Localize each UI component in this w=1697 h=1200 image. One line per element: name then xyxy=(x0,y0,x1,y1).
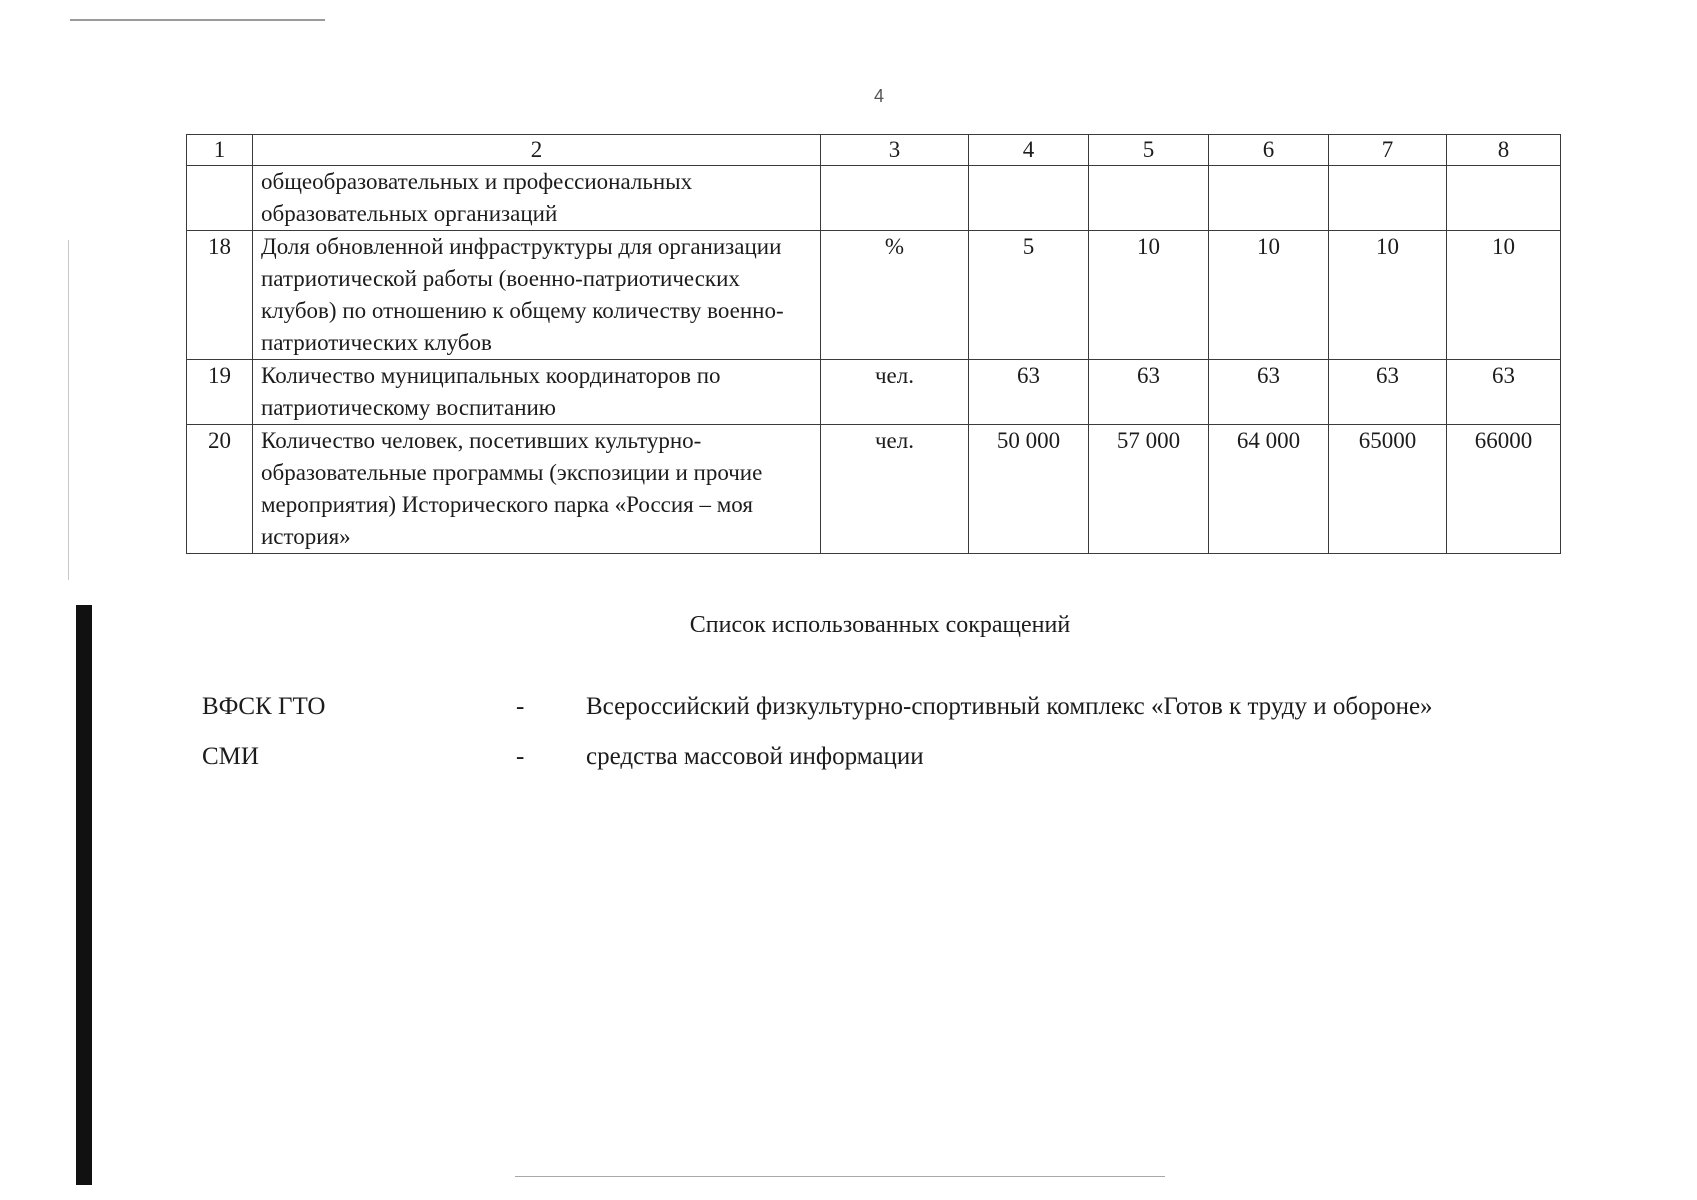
value-cell xyxy=(1447,166,1561,231)
table-row xyxy=(187,425,1561,554)
value-cell: 63 xyxy=(1447,360,1561,425)
abbreviation-term: ВФСК ГТО xyxy=(202,693,326,720)
table-header-row xyxy=(187,135,1561,166)
abbreviation-dash: - xyxy=(516,693,525,720)
abbreviation-term: СМИ xyxy=(202,743,259,770)
value-cell xyxy=(1209,166,1329,231)
table-row xyxy=(187,166,1561,231)
indicator-description: Количество человек, посетивших культурно-образовательные программы (экспозиции и прочие мероприятия) Исторического парка «Россия – моя история» xyxy=(253,425,821,554)
value-cell: 63 xyxy=(1089,360,1209,425)
table-row xyxy=(187,360,1561,425)
row-number xyxy=(187,166,253,231)
header-cell: 7 xyxy=(1329,135,1447,166)
unit-cell: % xyxy=(821,231,969,360)
unit-cell: чел. xyxy=(821,360,969,425)
value-cell: 5 xyxy=(969,231,1089,360)
value-cell: 10 xyxy=(1329,231,1447,360)
header-cell: 3 xyxy=(821,135,969,166)
abbreviation-dash: - xyxy=(516,743,525,770)
value-cell: 57 000 xyxy=(1089,425,1209,554)
value-cell xyxy=(1089,166,1209,231)
unit-cell xyxy=(821,166,969,231)
value-cell: 10 xyxy=(1089,231,1209,360)
header-cell: 5 xyxy=(1089,135,1209,166)
value-cell: 63 xyxy=(969,360,1089,425)
value-cell: 65000 xyxy=(1329,425,1447,554)
indicators-table xyxy=(186,134,1561,554)
header-cell: 4 xyxy=(969,135,1089,166)
row-number: 20 xyxy=(187,425,253,554)
header-cell: 8 xyxy=(1447,135,1561,166)
value-cell: 63 xyxy=(1209,360,1329,425)
value-cell xyxy=(969,166,1089,231)
header-cell: 1 xyxy=(187,135,253,166)
indicator-description: Количество муниципальных координаторов по патриотическому воспитанию xyxy=(253,360,821,425)
indicator-description: общеобразовательных и профессиональных образовательных организаций xyxy=(253,166,821,231)
indicator-description: Доля обновленной инфраструктуры для организации патриотической работы (военно-патриотических клубов) по отношению к общему количеству военно-патриотических клубов xyxy=(253,231,821,360)
unit-cell: чел. xyxy=(821,425,969,554)
row-number: 19 xyxy=(187,360,253,425)
value-cell: 50 000 xyxy=(969,425,1089,554)
row-number: 18 xyxy=(187,231,253,360)
abbreviation-definition: средства массовой информации xyxy=(586,743,924,770)
scan-artifact-faint-line xyxy=(68,240,69,580)
page-number: 4 xyxy=(873,86,884,106)
header-cell: 6 xyxy=(1209,135,1329,166)
scan-artifact-bottom-line xyxy=(515,1176,1165,1177)
abbreviations-title: Список использованных сокращений xyxy=(689,612,1071,638)
scan-artifact-top-line xyxy=(70,19,325,21)
value-cell xyxy=(1329,166,1447,231)
scan-artifact-left-edge xyxy=(76,605,92,1185)
value-cell: 10 xyxy=(1209,231,1329,360)
value-cell: 63 xyxy=(1329,360,1447,425)
abbreviation-definition: Всероссийский физкультурно-спортивный комплекс «Готов к труду и обороне» xyxy=(586,693,1433,720)
value-cell: 64 000 xyxy=(1209,425,1329,554)
value-cell: 10 xyxy=(1447,231,1561,360)
table-row xyxy=(187,231,1561,360)
value-cell: 66000 xyxy=(1447,425,1561,554)
header-cell: 2 xyxy=(253,135,821,166)
